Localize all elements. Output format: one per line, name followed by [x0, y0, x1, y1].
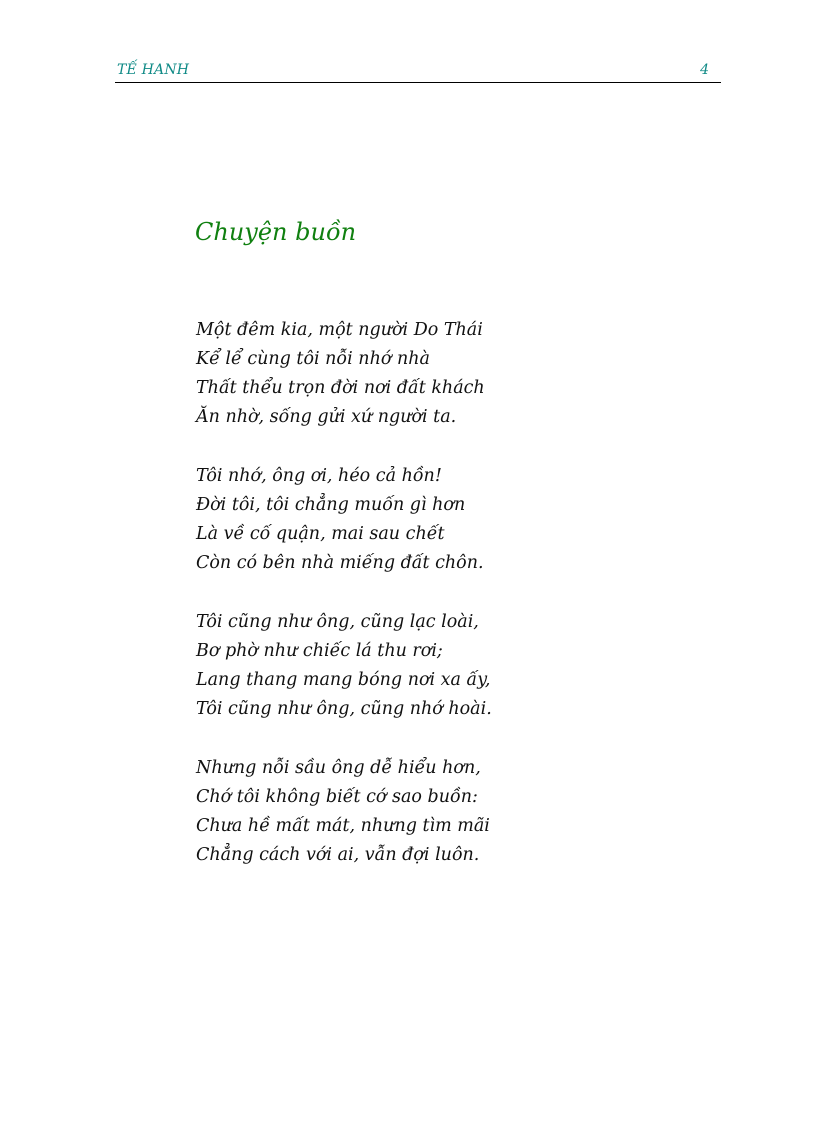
header-author: TẾ HANH	[117, 62, 190, 78]
stanza	[196, 754, 676, 870]
poem-body	[196, 316, 676, 900]
poem-line: Chẳng cách với ai, vẫn đợi luôn.	[196, 845, 480, 865]
poem-line: Còn có bên nhà miếng đất chôn.	[196, 553, 484, 573]
poem-line: Chớ tôi không biết cớ sao buồn:	[196, 787, 478, 807]
poem-line: Là về cố quận, mai sau chết	[196, 524, 445, 544]
poem-title: Chuyện buồn	[195, 218, 357, 246]
poem-line: Một đêm kia, một người Do Thái	[196, 320, 483, 340]
poem-line: Chưa hề mất mát, nhưng tìm mãi	[196, 816, 490, 836]
poem-line: Bơ phờ như chiếc lá thu rơi;	[196, 641, 443, 661]
poem-line: Tôi nhớ, ông ơi, héo cả hồn!	[196, 466, 442, 486]
poem-line: Kể lể cùng tôi nỗi nhớ nhà	[196, 349, 430, 369]
stanza	[196, 316, 676, 432]
poem-line: Đời tôi, tôi chẳng muốn gì hơn	[196, 495, 466, 515]
poem-line: Lang thang mang bóng nơi xa ấy,	[196, 670, 491, 690]
page-header	[115, 60, 721, 83]
page-number: 4	[700, 62, 709, 78]
stanza	[196, 462, 676, 578]
poem-line: Tôi cũng như ông, cũng lạc loài,	[196, 612, 479, 632]
stanza	[196, 608, 676, 724]
poem-line: Thất thểu trọn đời nơi đất khách	[196, 378, 485, 398]
poem-line: Ăn nhờ, sống gửi xứ người ta.	[196, 407, 457, 427]
poem-line: Tôi cũng như ông, cũng nhớ hoài.	[196, 699, 492, 719]
poem-line: Nhưng nỗi sầu ông dễ hiểu hơn,	[196, 758, 481, 778]
